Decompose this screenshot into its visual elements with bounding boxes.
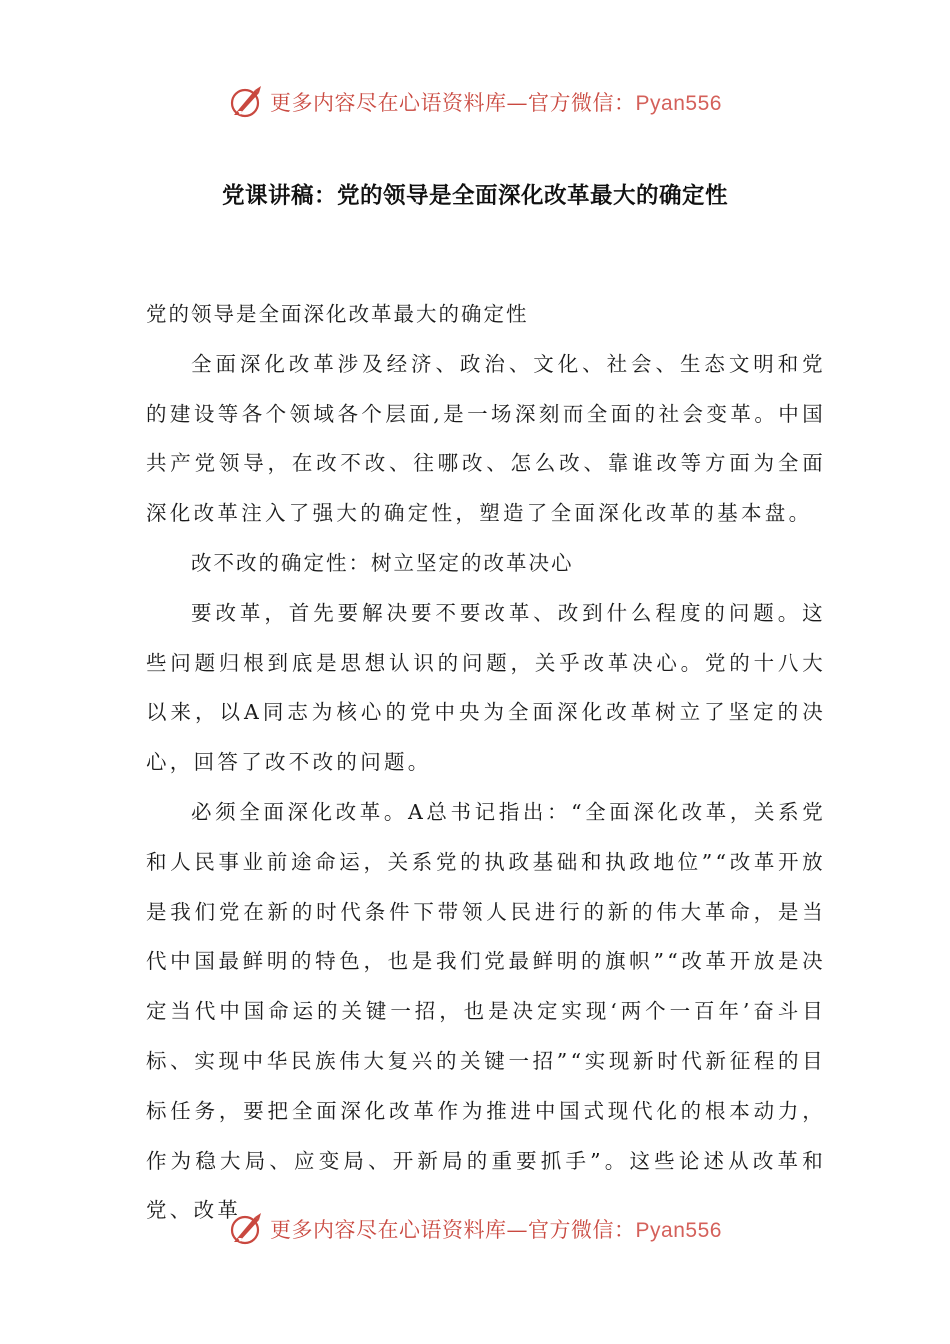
watermark-text: 更多内容尽在心语资料库—官方微信：Pyan556 [270, 1218, 722, 1242]
quill-pen-logo-icon [228, 84, 264, 120]
wechat-id: Pyan556 [635, 1219, 722, 1242]
document-title: 党课讲稿：党的领导是全面深化改革最大的确定性 [221, 183, 728, 209]
body-paragraph: 要改革，首先要解决要不要改革、改到什么程度的问题。这些问题归根到底是思想认识的问题，关乎改革决心。党的十八大以来，以A同志为核心的党中央为全面深化改革树立了坚定的决心，回答了改不改的问题。 [146, 600, 826, 775]
watermark-text: 更多内容尽在心语资料库—官方微信：Pyan556 [270, 91, 722, 115]
document-body [146, 290, 826, 1236]
subsection-heading: 改不改的确定性：树立坚定的改革决心 [191, 550, 574, 575]
section-heading: 党的领导是全面深化改革最大的确定性 [146, 302, 529, 326]
footer-watermark-banner [0, 1207, 950, 1251]
quill-pen-logo-icon [228, 1211, 264, 1247]
body-paragraph: 全面深化改革涉及经济、政治、文化、社会、生态文明和党的建设等各个领域各个层面,是一场深刻而全面的社会变革。中国共产党领导，在改不改、往哪改、怎么改、靠谁改等方面为全面深化改革注入了强大的确定性，塑造了全面深化改革的基本盘。 [146, 351, 826, 526]
body-paragraph: 必须全面深化改革。A总书记指出：“全面深化改革，关系党和人民事业前途命运，关系党的执政基础和执政地位”“改革开放是我们党在新的时代条件下带领人民进行的新的伟大革命，是当代中国最鲜明的特色，也是我们党最鲜明的旗帜”“改革开放是决定当代中国命运的关键一招，也是决定实现‘两个一百年’奋斗目标、实现中华民族伟大复兴的关键一招”“实现新时代新征程的目标任务，要把全面深化改革作为推进中国式现代化的根本动力，作为稳大局、应变局、开新局的重要抓手”。这些论述从改革和党、改革 [146, 799, 826, 1223]
header-watermark-banner [0, 80, 950, 124]
wechat-id: Pyan556 [635, 92, 722, 115]
